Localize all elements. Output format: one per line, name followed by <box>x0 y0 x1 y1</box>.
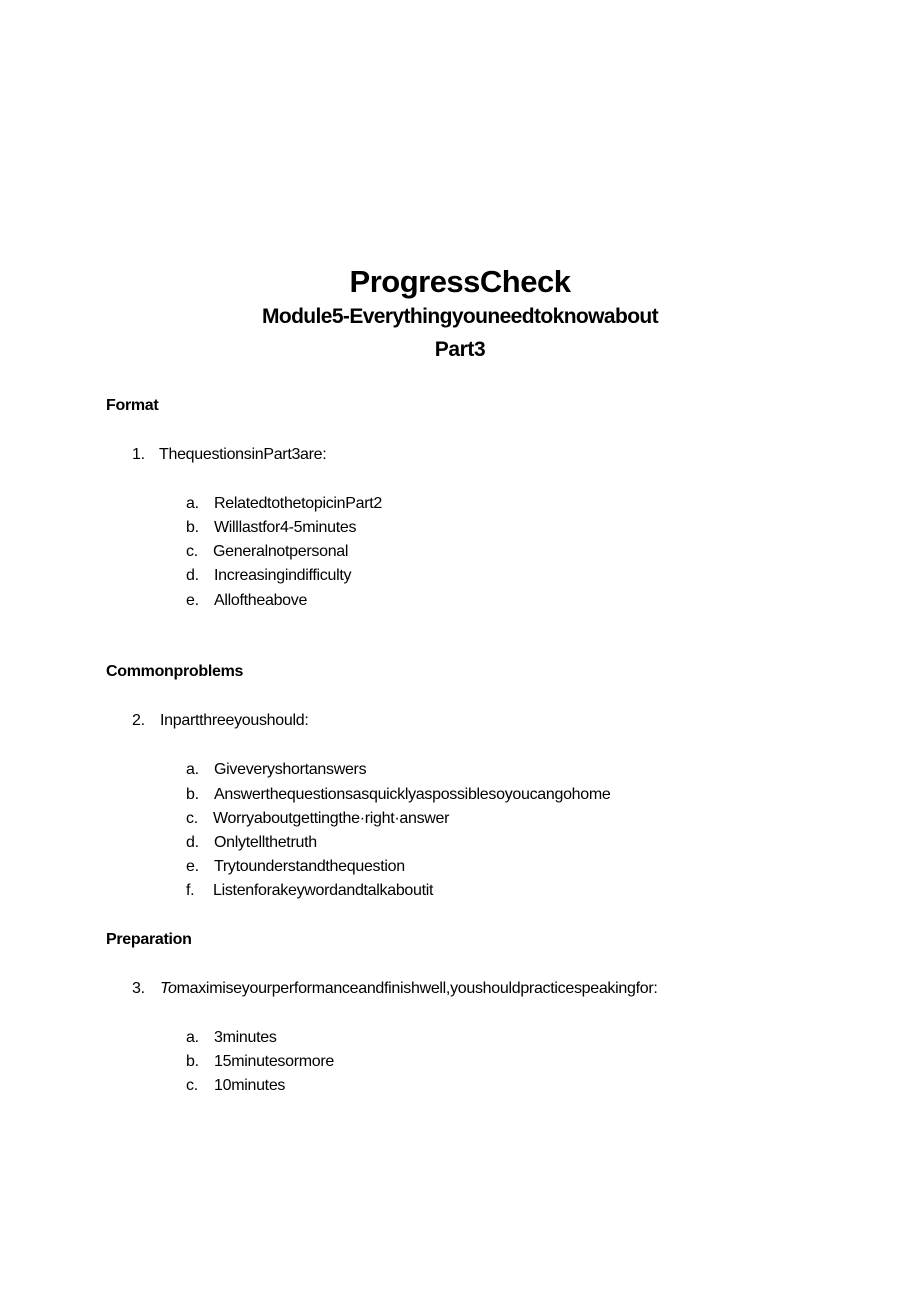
option-letter: b. <box>186 1053 199 1070</box>
option-text: Onlytellthetruth <box>214 834 317 851</box>
option-letter: d. <box>186 834 199 851</box>
list-item <box>186 761 836 781</box>
question-1 <box>132 446 832 466</box>
option-text: Increasingindifficulty <box>214 567 352 584</box>
question-number: 2. <box>132 712 145 729</box>
option-letter: c. <box>186 1077 198 1094</box>
list-item <box>186 1077 786 1097</box>
option-text: Trytounderstandthequestion <box>214 858 405 875</box>
question-2 <box>132 712 832 732</box>
question-text: maximiseyourperformanceandfinishwell,youshouldpracticespeakingfor: <box>176 980 658 997</box>
option-letter: b. <box>186 519 199 536</box>
page-part: Part3 <box>434 338 486 361</box>
list-item <box>186 543 786 563</box>
section-heading-preparation: Preparation <box>106 931 192 948</box>
list-item <box>186 519 786 539</box>
question-3 <box>132 980 832 1000</box>
section-heading-format: Format <box>106 397 159 414</box>
list-item <box>186 592 786 612</box>
option-letter: f. <box>186 882 195 899</box>
option-text: RelatedtothetopicinPart2 <box>214 495 383 512</box>
option-text: Giveveryshortanswers <box>214 761 367 778</box>
option-text: Willlastfor4-5minutes <box>214 519 357 536</box>
page-subtitle: Module5-Everythingyouneedtoknowabout <box>261 305 659 328</box>
option-letter: a. <box>186 761 199 778</box>
page-title: ProgressCheck <box>349 264 571 299</box>
option-letter: c. <box>186 543 198 560</box>
option-text: 10minutes <box>214 1077 286 1094</box>
list-item <box>186 858 836 878</box>
list-item <box>186 495 786 515</box>
question-text: Inpartthreeyoushould: <box>160 712 309 729</box>
option-text: Alloftheabove <box>214 592 308 609</box>
option-letter: a. <box>186 1029 199 1046</box>
list-item <box>186 786 836 806</box>
list-item <box>186 882 836 902</box>
question-lead: To <box>160 980 177 997</box>
option-letter: a. <box>186 495 199 512</box>
option-letter: c. <box>186 810 198 827</box>
list-item <box>186 810 836 830</box>
list-item <box>186 1029 786 1049</box>
question-number: 1. <box>132 446 145 463</box>
option-letter: e. <box>186 858 199 875</box>
option-text: Worryaboutgettingthe·right·answer <box>213 810 450 827</box>
option-text: 3minutes <box>214 1029 277 1046</box>
option-letter: d. <box>186 567 199 584</box>
question-text: ThequestionsinPart3are: <box>159 446 327 463</box>
option-text: 15minutesormore <box>214 1053 335 1070</box>
question-number: 3. <box>132 980 145 997</box>
list-item <box>186 567 786 587</box>
section-heading-common-problems: Commonproblems <box>106 663 244 680</box>
option-text: Listenforakeywordandtalkaboutit <box>213 882 434 899</box>
list-item <box>186 834 836 854</box>
option-letter: b. <box>186 786 199 803</box>
option-text: Answerthequestionsasquicklyaspossiblesoyoucangohome <box>214 786 611 803</box>
list-item <box>186 1053 786 1073</box>
option-text: Generalnotpersonal <box>213 543 349 560</box>
option-letter: e. <box>186 592 199 609</box>
